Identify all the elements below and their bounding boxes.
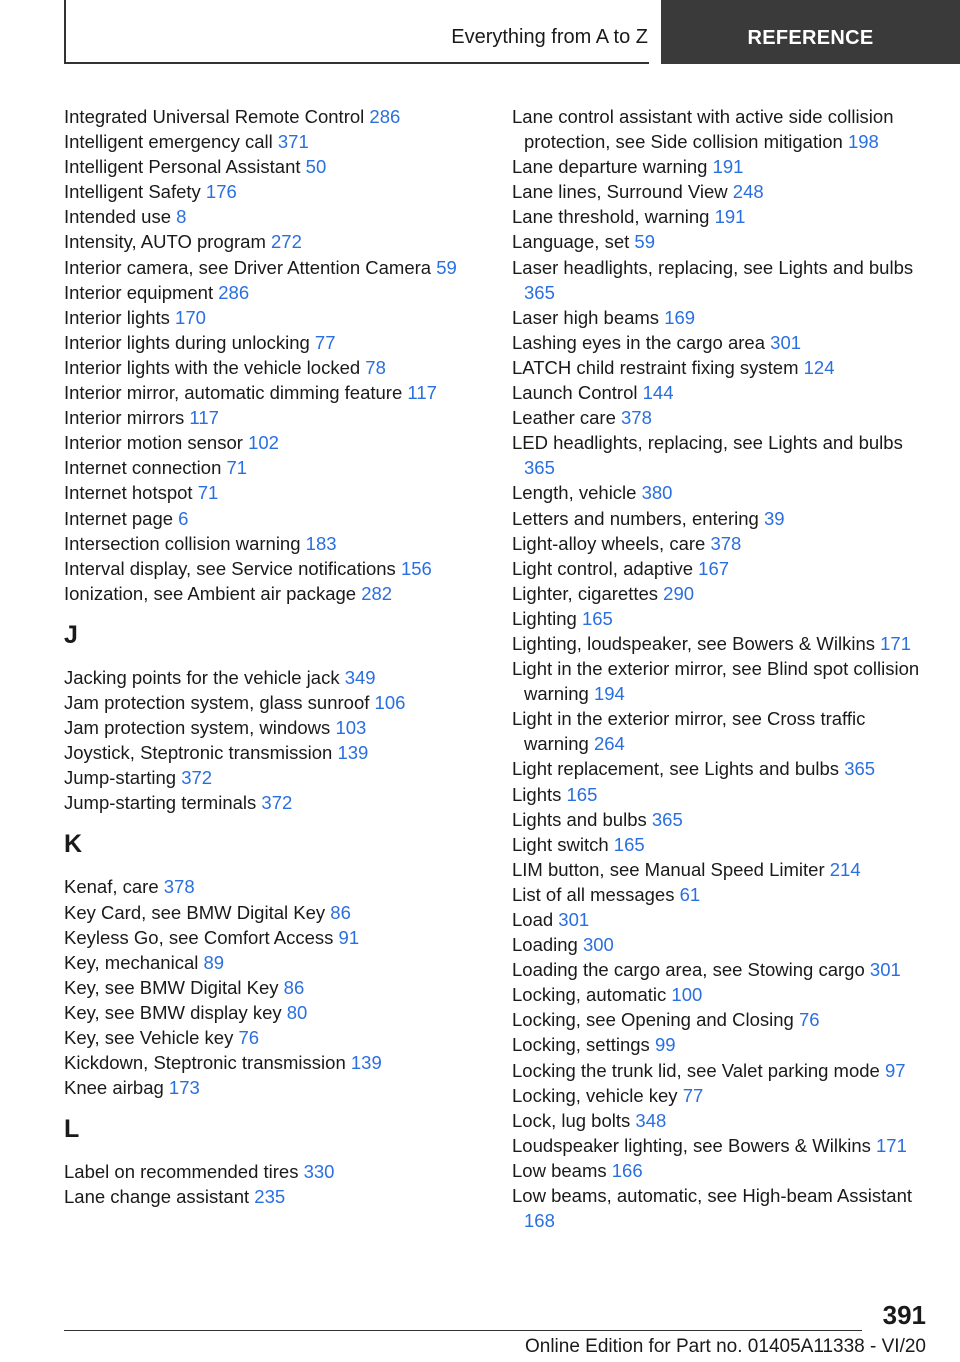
index-page-link[interactable]: 76 [798, 1009, 820, 1031]
index-entry-text: Intersection collision warning [64, 532, 301, 554]
index-page-link[interactable]: 380 [641, 482, 673, 504]
index-page-link[interactable]: 169 [664, 306, 696, 328]
index-entry-text: Jump-starting terminals [64, 792, 257, 814]
index-page-link[interactable]: 8 [176, 206, 187, 228]
index-entry [64, 104, 484, 129]
index-page-link[interactable]: 171 [876, 1134, 907, 1156]
index-page-link[interactable]: 91 [338, 926, 360, 948]
index-entry-text: Joystick, Steptronic transmission [64, 742, 333, 764]
index-entry-text: Lights [512, 783, 562, 805]
index-page-link[interactable]: 139 [337, 742, 369, 764]
index-entry [512, 1083, 932, 1108]
index-entry-text: Key, see BMW Digital Key [64, 976, 279, 998]
index-page-link[interactable]: 89 [203, 951, 225, 973]
index-entry-text: LED headlights, replacing, see Lights and bulbs [512, 432, 903, 454]
index-entry-text: Intelligent Safety [64, 181, 201, 203]
index-page-link[interactable]: 301 [869, 959, 901, 981]
index-entry [64, 1075, 484, 1100]
index-page-link[interactable]: 183 [305, 532, 337, 554]
index-entry [64, 154, 484, 179]
index-entry-text: Laser high beams [512, 306, 660, 328]
index-page-link[interactable]: 86 [283, 976, 305, 998]
index-entry [512, 1158, 932, 1183]
index-entry-text: Load [512, 909, 554, 930]
index-entry-text: Low beams [512, 1159, 607, 1181]
index-entry-text: Jam protection system, glass sunroof [64, 691, 370, 713]
index-entry [64, 280, 484, 305]
index-entry [512, 807, 932, 832]
index-entry-text: Locking, vehicle key [512, 1084, 678, 1106]
index-entry-text: Integrated Universal Remote Control [64, 106, 365, 127]
index-page-link[interactable]: 365 [651, 808, 683, 830]
index-entry-text: Kickdown, Steptronic transmission [64, 1052, 346, 1074]
index-page-link[interactable]: 117 [189, 407, 219, 429]
index-entry [64, 874, 484, 899]
index-page-link[interactable]: 378 [710, 532, 742, 554]
index-entry [64, 1025, 484, 1050]
index-entry-text: Light switch [512, 833, 609, 855]
index-entry [64, 765, 484, 790]
index-entry [64, 581, 484, 606]
index-entry [512, 480, 932, 505]
index-entry [512, 1183, 932, 1233]
index-page-link[interactable]: 165 [566, 783, 598, 805]
index-entry-text: Lighting [512, 607, 577, 629]
index-entry-text: Launch Control [512, 382, 638, 404]
index-page-link[interactable]: 282 [361, 582, 393, 604]
index-entry [64, 179, 484, 204]
index-entry [64, 455, 484, 480]
index-page-link[interactable]: 71 [197, 482, 219, 504]
index-letter-heading: J [64, 620, 78, 649]
index-entry [512, 1133, 932, 1158]
chapter-label: REFERENCE [747, 27, 874, 49]
index-entry [512, 1058, 932, 1083]
index-entry [512, 1007, 932, 1032]
index-entry-text: Knee airbag [64, 1077, 164, 1099]
index-entry [64, 204, 484, 229]
index-entry [64, 1000, 484, 1025]
index-page-link[interactable]: 78 [365, 356, 386, 378]
index-entry [64, 950, 484, 975]
index-entry [64, 900, 484, 925]
index-page-link[interactable]: 348 [635, 1109, 667, 1131]
edition-footer: Online Edition for Part no. 01405A11338 - VI/20 [524, 1336, 926, 1357]
index-entry [512, 1108, 932, 1133]
index-page-link[interactable]: 168 [524, 1210, 555, 1232]
index-entry [512, 706, 932, 756]
index-entry [64, 740, 484, 765]
index-page-link[interactable]: 349 [344, 666, 376, 688]
index-entry-text: List of all messages [512, 883, 675, 905]
index-entry [64, 355, 484, 380]
index-entry-text: Interior mirrors [64, 407, 185, 429]
index-entry [64, 330, 484, 355]
index-entry-text: Lighting, loudspeaker, see Bowers & Wilkins [512, 632, 875, 654]
index-entry-text: Key, mechanical [64, 951, 199, 973]
index-entry [512, 782, 932, 807]
index-entry-text: Interior camera, see Driver Attention Camera [64, 256, 432, 278]
section-title: Everything from A to Z [451, 26, 648, 48]
index-entry [64, 1184, 484, 1209]
index-page-link[interactable]: 378 [163, 876, 195, 898]
index-entry [64, 506, 484, 531]
index-entry-text: Locking, see Opening and Closing [512, 1009, 794, 1031]
index-entry-text: Light in the exterior mirror, see Cross traffic warning [512, 708, 866, 755]
index-page-link[interactable]: 59 [634, 231, 655, 253]
page-number: 391 [882, 1300, 926, 1330]
index-entry [64, 229, 484, 254]
index-entry [512, 606, 932, 631]
index-entry [512, 556, 932, 581]
index-page-link[interactable]: 77 [682, 1084, 704, 1106]
index-page-link[interactable]: 301 [770, 331, 802, 353]
index-page-link[interactable]: 39 [763, 507, 785, 529]
index-page-link[interactable]: 102 [248, 432, 279, 454]
index-page-link[interactable]: 235 [254, 1186, 286, 1208]
index-entry [64, 715, 484, 740]
index-entry-text: Keyless Go, see Comfort Access [64, 926, 334, 948]
index-entry [64, 255, 484, 280]
index-entry-text: Loudspeaker lighting, see Bowers & Wilkins [512, 1134, 871, 1156]
index-entry [64, 405, 484, 430]
index-page-link[interactable]: 61 [679, 883, 701, 905]
index-entry [512, 355, 932, 380]
index-entry-text: Lights and bulbs [512, 808, 647, 830]
index-entry-text: Interior lights [64, 306, 170, 328]
index-entry [512, 581, 932, 606]
index-entry [512, 531, 932, 556]
index-entry-text: Interior equipment [64, 281, 214, 303]
index-entry [512, 506, 932, 531]
index-entry [512, 932, 932, 957]
index-entry-text: Locking the trunk lid, see Valet parking mode [512, 1059, 880, 1081]
index-entry [64, 129, 484, 154]
index-entry [64, 925, 484, 950]
index-entry-text: Lane change assistant [64, 1186, 250, 1208]
index-entry [64, 790, 484, 815]
index-entry-text: Lane lines, Surround View [512, 181, 728, 203]
index-entry-text: Lane departure warning [512, 156, 708, 178]
footer-rule [64, 1330, 862, 1331]
index-entry-text: Key Card, see BMW Digital Key [64, 901, 326, 923]
index-page-link[interactable]: 165 [581, 607, 613, 629]
index-entry [64, 430, 484, 455]
index-page-link[interactable]: 97 [884, 1059, 906, 1081]
index-entry-text: Interval display, see Service notifications [64, 557, 396, 579]
index-entry-text: Intelligent Personal Assistant [64, 156, 301, 178]
index-page-link[interactable]: 117 [407, 382, 437, 404]
index-page-link[interactable]: 191 [714, 206, 746, 228]
index-entry [512, 430, 932, 480]
index-page-link[interactable]: 300 [582, 934, 614, 956]
chapter-tab [661, 0, 960, 64]
index-entry [512, 656, 932, 706]
index-entry [64, 1159, 484, 1184]
index-entry [512, 405, 932, 430]
index-page-link[interactable]: 378 [621, 407, 652, 429]
index-entry [512, 882, 932, 907]
index-page-link[interactable]: 50 [305, 156, 327, 178]
index-entry-text: Lighter, cigarettes [512, 582, 659, 604]
index-page-link[interactable]: 106 [374, 691, 406, 713]
index-page-link[interactable]: 59 [436, 256, 457, 278]
index-entry [64, 480, 484, 505]
index-page-link[interactable]: 167 [698, 557, 730, 579]
index-page-link[interactable]: 176 [205, 181, 237, 203]
index-entry-text: Interior motion sensor [64, 432, 243, 454]
index-page-link[interactable]: 264 [593, 733, 625, 755]
index-entry [512, 305, 932, 330]
index-page-link[interactable]: 139 [350, 1052, 382, 1074]
index-page-link[interactable]: 124 [803, 356, 835, 378]
index-page-link[interactable]: 214 [829, 858, 861, 880]
index-entry-text: LIM button, see Manual Speed Limiter [512, 858, 825, 880]
index-entry [64, 556, 484, 581]
index-page-link[interactable]: 365 [524, 457, 555, 479]
index-entry-text: Interior lights with the vehicle locked [64, 356, 361, 378]
index-entry [64, 531, 484, 556]
index-page-link[interactable]: 173 [168, 1077, 200, 1099]
index-entry [512, 957, 932, 982]
index-entry-text: Lane threshold, warning [512, 206, 710, 228]
index-entry-text: Laser headlights, replacing, see Lights and bulbs [512, 256, 914, 278]
index-page-link[interactable]: 365 [524, 281, 555, 303]
index-letter-heading: K [64, 830, 83, 859]
index-entry [512, 104, 932, 154]
index-entry-text: Light control, adaptive [512, 557, 694, 579]
index-entry-text: Intensity, AUTO program [64, 231, 266, 253]
index-entry-text: Jump-starting [64, 767, 177, 789]
index-entry-text: Light in the exterior mirror, see Blind spot collision warning [512, 658, 920, 705]
index-page-link[interactable]: 170 [175, 306, 206, 328]
index-page-link[interactable]: 191 [712, 156, 744, 178]
index-entry-text: Loading the cargo area, see Stowing cargo [512, 959, 865, 981]
index-entry-text: Ionization, see Ambient air package [64, 582, 357, 604]
index-entry-text: Length, vehicle [512, 482, 637, 504]
index-entry-text: Jacking points for the vehicle jack [64, 666, 340, 688]
index-entry [512, 229, 932, 254]
index-page-link[interactable]: 194 [593, 683, 625, 705]
index-entry [64, 305, 484, 330]
index-entry [512, 631, 932, 656]
index-page-link[interactable]: 171 [880, 632, 912, 654]
index-entry-text: Interior lights during unlocking [64, 331, 310, 353]
index-letter-heading: L [64, 1115, 80, 1144]
header-left-rule [64, 0, 66, 64]
index-page-link[interactable]: 286 [218, 281, 250, 303]
index-entry-text: Intended use [64, 206, 171, 228]
index-entry-text: Label on recommended tires [64, 1161, 299, 1183]
index-entry-text: Light replacement, see Lights and bulbs [512, 758, 840, 780]
index-page-link[interactable]: 6 [178, 507, 189, 529]
index-entry-text: Locking, automatic [512, 984, 667, 1006]
index-entry [512, 1032, 932, 1057]
index-page-link[interactable]: 80 [286, 1001, 308, 1023]
index-entry [64, 975, 484, 1000]
index-entry [512, 982, 932, 1007]
index-page-link[interactable]: 365 [844, 758, 876, 780]
index-page-link[interactable]: 286 [369, 106, 401, 127]
index-entry-text: Interior mirror, automatic dimming feature [64, 382, 403, 404]
index-entry [512, 380, 932, 405]
index-entry-text: Letters and numbers, entering [512, 507, 759, 529]
index-page-link[interactable]: 372 [261, 792, 293, 814]
index-page-link[interactable]: 372 [181, 767, 213, 789]
index-entry-text: Intelligent emergency call [64, 131, 273, 153]
index-entry-text: Key, see BMW display key [64, 1001, 282, 1023]
index-page-link[interactable]: 71 [226, 457, 248, 479]
index-entry [64, 380, 484, 405]
index-page-link[interactable]: 248 [732, 181, 764, 203]
index-page-link[interactable]: 198 [847, 131, 879, 153]
index-page-link[interactable]: 272 [271, 231, 302, 253]
index-entry-text: Jam protection system, windows [64, 717, 331, 739]
index-entry-text: Language, set [512, 231, 630, 253]
index-entry-text: Loading [512, 934, 578, 956]
index-entry-text: Key, see Vehicle key [64, 1027, 234, 1048]
index-entry-text: Light-alloy wheels, care [512, 532, 706, 554]
index-page-link[interactable]: 103 [335, 717, 367, 739]
index-page-link[interactable]: 144 [642, 382, 674, 404]
index-page-link[interactable]: 301 [558, 909, 590, 930]
index-page-link[interactable]: 371 [277, 131, 309, 153]
index-page-link[interactable]: 165 [613, 833, 645, 855]
index-page-link[interactable]: 77 [314, 331, 336, 353]
header-bottom-rule [64, 62, 649, 64]
index-page-link[interactable]: 86 [330, 901, 351, 923]
index-entry-text: Low beams, automatic, see High-beam Assistant [512, 1185, 912, 1207]
index-entry [512, 907, 932, 932]
index-entry [512, 154, 932, 179]
index-entry-text: Leather care [512, 407, 616, 429]
index-entry [64, 665, 484, 690]
index-entry-text: Internet connection [64, 457, 222, 479]
index-entry [512, 330, 932, 355]
index-entry-text: Internet hotspot [64, 482, 193, 504]
index-page-link[interactable]: 166 [611, 1159, 643, 1181]
index-entry [512, 857, 932, 882]
index-column-left [64, 104, 484, 1209]
index-entry-text: Lock, lug bolts [512, 1109, 631, 1131]
index-entry [512, 204, 932, 229]
index-page-link[interactable]: 100 [671, 984, 703, 1006]
index-entry [512, 756, 932, 781]
index-entry-text: Lashing eyes in the cargo area [512, 331, 766, 353]
index-entry-text: Lane control assistant with active side collision protection, see Side collision mitigation [512, 106, 894, 153]
index-page-link[interactable]: 290 [663, 582, 695, 604]
index-entry-text: Kenaf, care [64, 876, 159, 898]
index-entry [512, 832, 932, 857]
index-entry [64, 690, 484, 715]
index-entry-text: Internet page [64, 507, 174, 529]
index-page-link[interactable]: 156 [400, 557, 432, 579]
index-entry [512, 179, 932, 204]
index-entry [512, 255, 932, 305]
index-page-link[interactable]: 330 [303, 1161, 335, 1183]
index-page-link[interactable]: 76 [238, 1027, 260, 1048]
index-entry-text: LATCH child restraint fixing system [512, 356, 799, 378]
index-entry [64, 1050, 484, 1075]
index-column-right [512, 104, 932, 1233]
index-entry-text: Locking, settings [512, 1034, 650, 1056]
index-page-link[interactable]: 99 [654, 1034, 676, 1056]
